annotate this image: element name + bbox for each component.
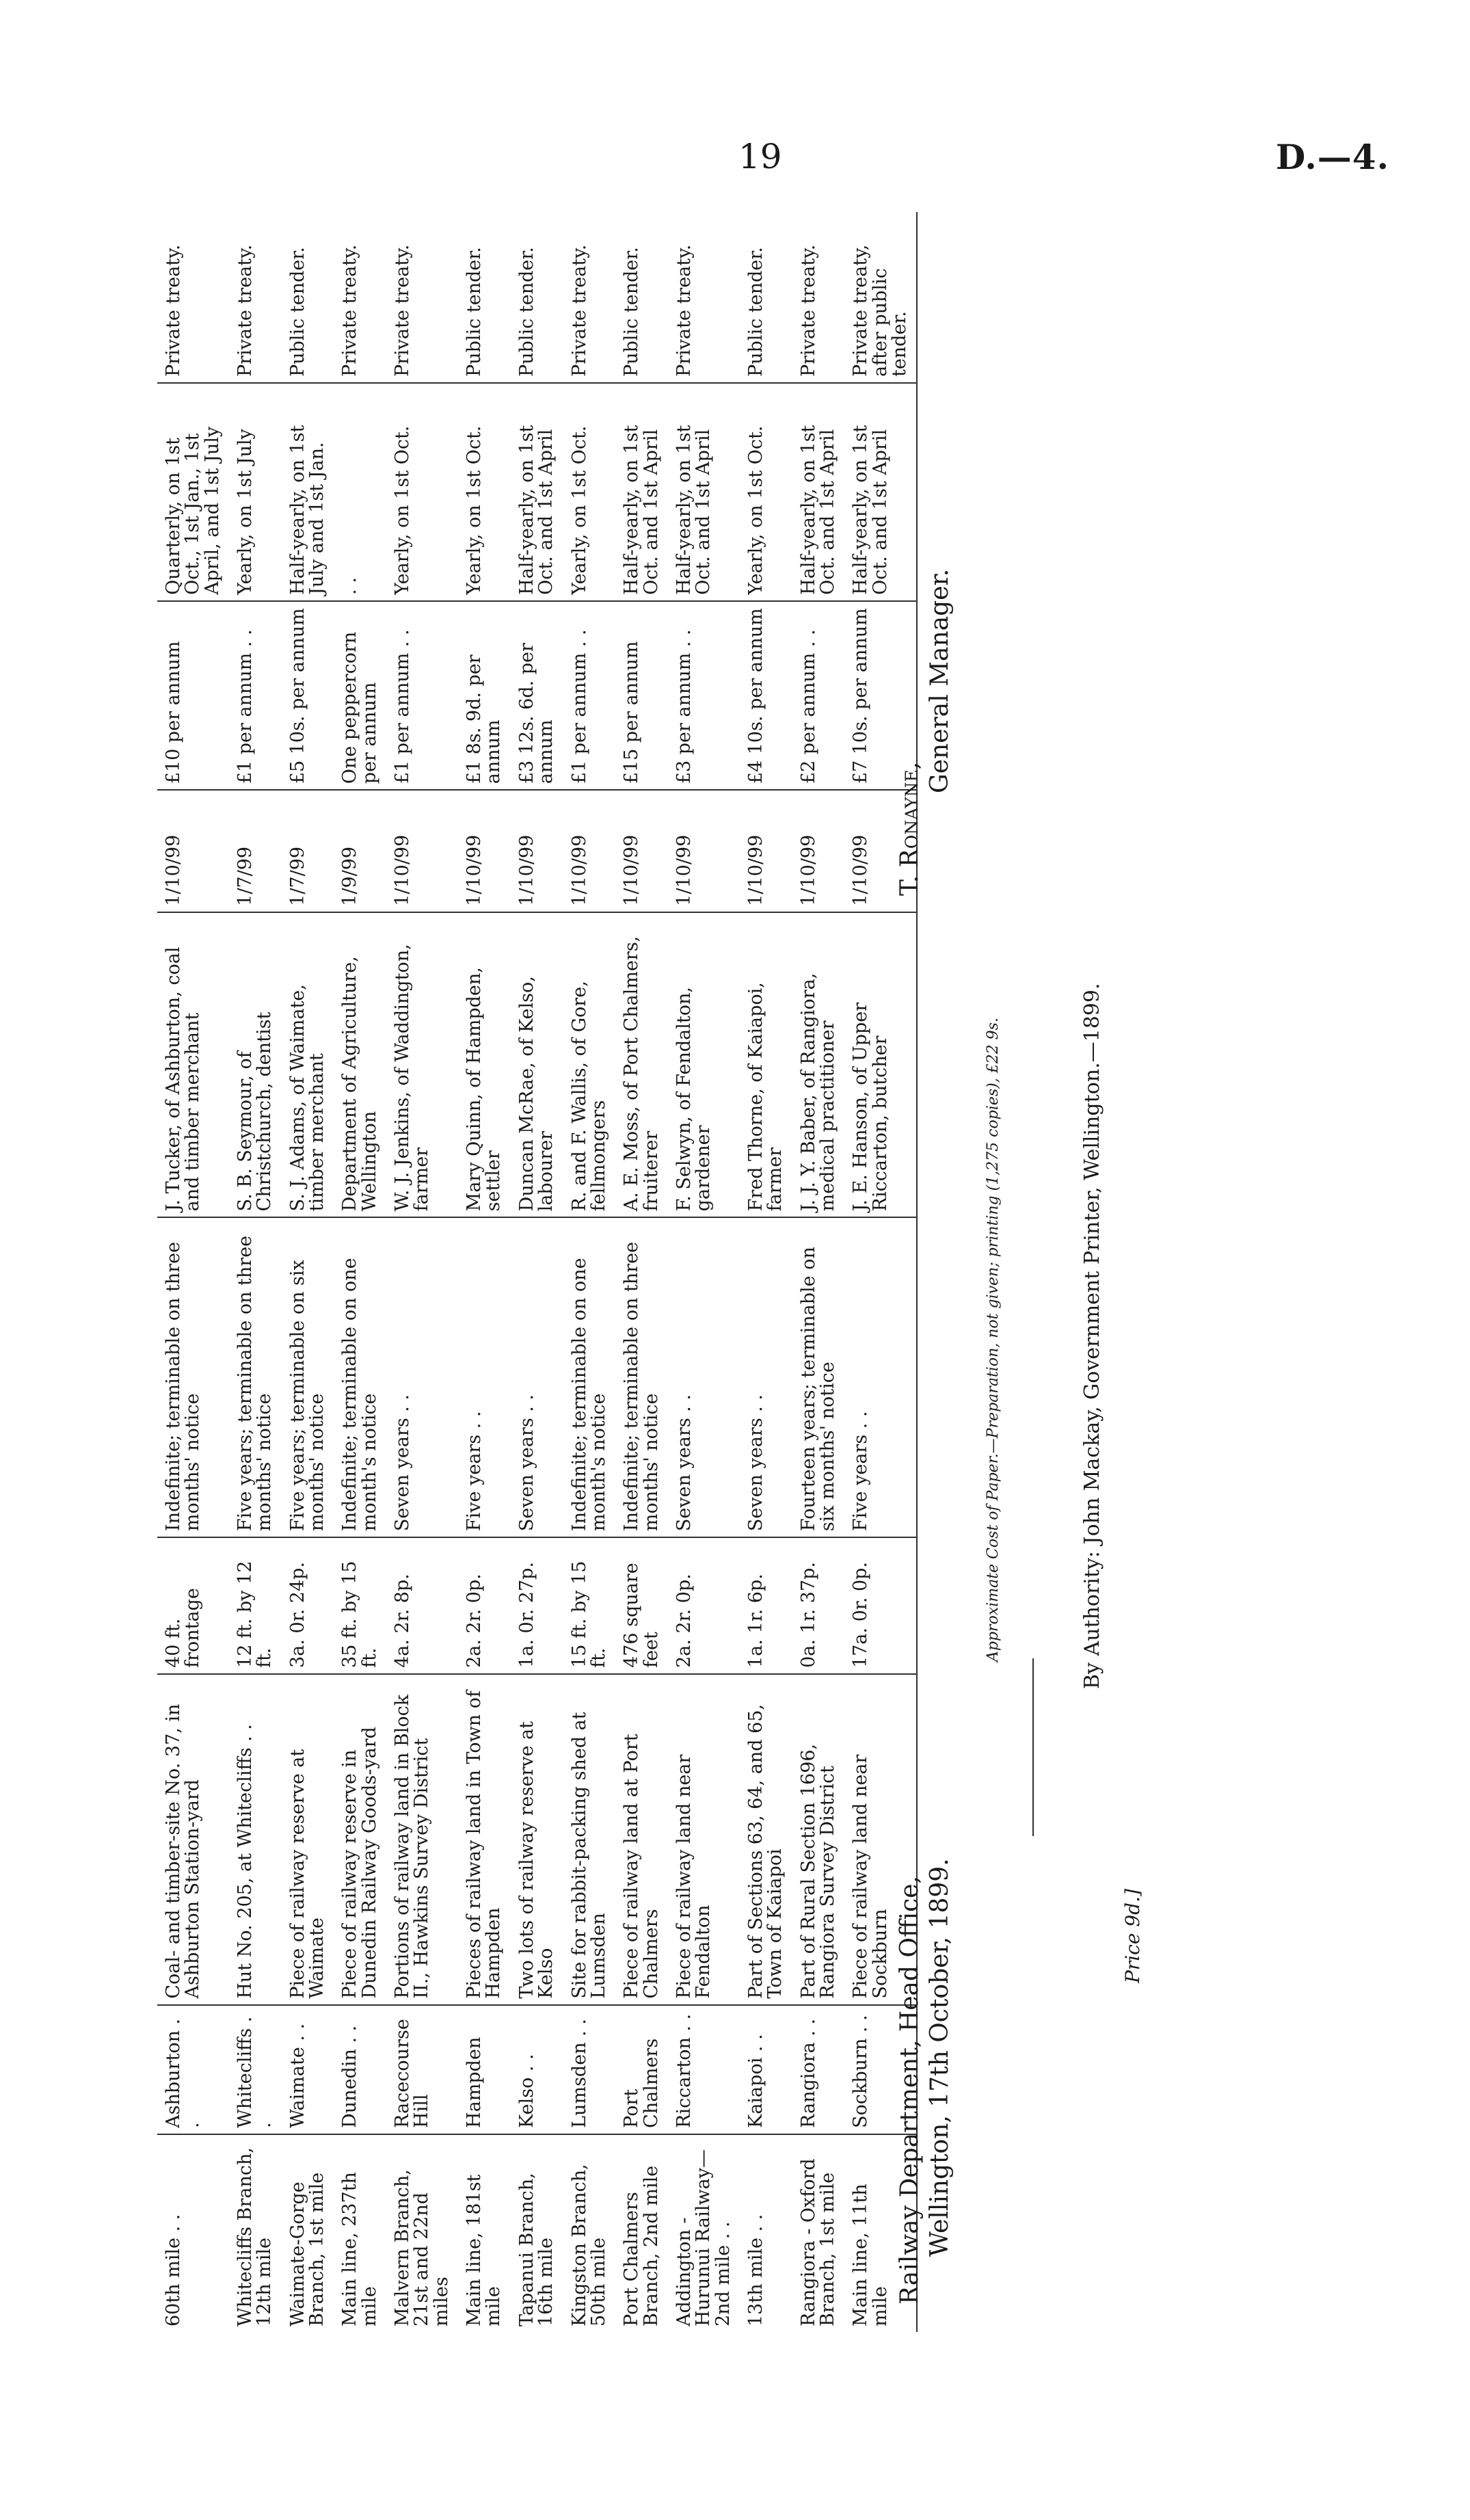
table-cell: Private treaty. — [386, 212, 458, 383]
table-cell: Lumsden . . — [563, 2005, 616, 2134]
table-body — [157, 212, 917, 2332]
table-cell: Fred Thorne, of Kaiapoi, farmer — [740, 912, 792, 1218]
table-cell: Piece of railway reserve at Waimate — [282, 1674, 334, 2005]
table-cell: Five years; terminable on six months' notice — [282, 1217, 334, 1537]
table-cell: 1a. 1r. 6p. — [740, 1537, 792, 1674]
table-cell: Five years; terminable on three months' notice — [229, 1217, 282, 1537]
table-cell: 1/9/99 — [334, 790, 386, 912]
table-cell: 1/10/99 — [740, 790, 792, 912]
table-cell: Indefinite; terminable on one month's notice — [334, 1217, 386, 1537]
table-cell: £10 per annum — [157, 601, 229, 790]
department-line-2: Wellington, 17th October, 1899. — [926, 1858, 954, 2257]
table-cell: Private treaty. — [668, 212, 740, 383]
table-cell: . . — [334, 383, 386, 601]
table-cell: Public tender. — [511, 212, 563, 383]
table-cell: Sockburn . . — [844, 2005, 917, 2134]
table-cell: 1/10/99 — [615, 790, 668, 912]
table-cell: A. E. Moss, of Port Chalmers, fruiterer — [615, 912, 668, 1218]
table-cell: F. Selwyn, of Fendalton, gardener — [668, 912, 740, 1218]
table-cell: £3 per annum . . — [668, 601, 740, 790]
table-cell: Site for rabbit-packing shed at Lumsden — [563, 1674, 616, 2005]
table-cell: Seven years . . — [740, 1217, 792, 1537]
table-cell: Department of Agriculture, Wellington — [334, 912, 386, 1218]
table-cell: Indefinite; terminable on three months' notice — [157, 1217, 229, 1537]
table-cell: Whitecliffs . . — [229, 2005, 282, 2134]
table-row — [386, 212, 458, 2332]
table-cell: Half-yearly, on 1st Oct. and 1st April — [844, 383, 917, 601]
table-cell: Public tender. — [740, 212, 792, 383]
signatory-title: General Manager. — [926, 568, 954, 793]
table-cell: 12 ft. by 12 ft. — [229, 1537, 282, 1674]
table-row — [511, 212, 563, 2332]
table-cell: Addington - Hurunui Railway— 2nd mile . . — [673, 2149, 734, 2326]
lease-table — [157, 212, 918, 2332]
rotated-footer-block — [882, 212, 1101, 2332]
table-cell: Coal- and timber-site No. 37, in Ashburton Station-yard — [157, 1674, 229, 2005]
table-cell: 476 square feet — [615, 1537, 668, 1674]
table-cell: Duncan McRae, of Kelso, labourer — [511, 912, 563, 1218]
table-cell: 1/10/99 — [792, 790, 845, 912]
table-cell: £4 10s. per annum — [740, 601, 792, 790]
table-cell: One peppercorn per annum — [334, 601, 386, 790]
table-cell: £15 per annum — [615, 601, 668, 790]
table-cell: Kingston Branch, 50th mile — [568, 2164, 609, 2326]
table-cell: Dunedin . . — [334, 2005, 386, 2134]
table-row — [458, 212, 511, 2332]
table-row — [229, 212, 282, 2332]
table-cell: J. E. Hanson, of Upper Riccarton, butcher — [844, 912, 917, 1218]
table-cell: Half-yearly, on 1st July and 1st Jan. — [282, 383, 334, 601]
table-cell: £5 10s. per annum — [282, 601, 334, 790]
table-cell: 1/10/99 — [386, 790, 458, 912]
table-row — [668, 212, 740, 2332]
table-cell: Private treaty. — [334, 212, 386, 383]
table-cell: 2a. 2r. 0p. — [458, 1537, 511, 1674]
price-note: Price 9d.] — [1121, 1889, 1144, 1983]
table-cell: Private treaty. — [157, 212, 229, 383]
table-cell: R. and F. Wallis, of Gore, fellmongers — [563, 912, 616, 1218]
table-cell: J. J. Y. Baber, of Rangiora, medical practitioner — [792, 912, 845, 1218]
table-cell: £1 per annum . . — [386, 601, 458, 790]
table-cell: Main line, 237th mile — [339, 2172, 380, 2326]
table-cell: £3 12s. 6d. per annum — [511, 601, 563, 790]
table-row — [740, 212, 792, 2332]
table-cell: S. J. Adams, of Waimate, timber merchant — [282, 912, 334, 1218]
table-cell: Waimate-Gorge Branch, 1st mile — [286, 2172, 328, 2326]
table-cell: Private treaty. — [563, 212, 616, 383]
table-cell: 60th mile . . — [163, 2214, 184, 2326]
table-cell: Portions of railway land in Block II., Hawkins Survey District — [386, 1674, 458, 2005]
table-cell: Rangiora - Oxford Branch, 1st mile — [797, 2158, 838, 2326]
table-cell: Hampden — [458, 2005, 511, 2134]
table-cell: Quarterly, on 1st Oct., 1st Jan., 1st April, and 1st July — [157, 383, 229, 601]
table-cell: £7 10s. per annum — [844, 601, 917, 790]
table-cell: Tapanui Branch, 16th mile — [516, 2173, 557, 2326]
table-row — [282, 212, 334, 2332]
table-cell: Seven years . . — [511, 1217, 563, 1537]
table-cell: Seven years . . — [386, 1217, 458, 1537]
table-cell: Main line, 181st mile — [464, 2174, 505, 2326]
table-cell: Yearly, on 1st July — [229, 383, 282, 601]
signatory-name: T. Ronayne, — [896, 761, 924, 896]
table-cell: Fourteen years; terminable on six months' notice — [792, 1217, 845, 1537]
table-row — [563, 212, 616, 2332]
table-cell: Half-yearly, on 1st Oct. and 1st April — [511, 383, 563, 601]
table-cell: Five years . . — [844, 1217, 917, 1537]
table-cell: 0a. 1r. 37p. — [792, 1537, 845, 1674]
table-cell: 1/10/99 — [157, 790, 229, 912]
document-code: D.—4. — [1275, 137, 1389, 177]
table-cell: Yearly, on 1st Oct. — [563, 383, 616, 601]
table-cell: Private treaty, after public tender. — [844, 212, 917, 383]
table-cell: Yearly, on 1st Oct. — [458, 383, 511, 601]
table-cell: Whitecliffs Branch, 12th mile — [235, 2147, 276, 2326]
table-cell: Indefinite; terminable on three months' notice — [615, 1217, 668, 1537]
table-cell: Public tender. — [282, 212, 334, 383]
table-cell: Hut No. 205, at Whitecliffs . . — [229, 1674, 282, 2005]
table-cell: Port Chalmers Branch, 2nd mile — [621, 2165, 662, 2326]
table-cell: £1 8s. 9d. per annum — [458, 601, 511, 790]
table-row — [792, 212, 845, 2332]
table-cell: 15 ft. by 15 ft. — [563, 1537, 616, 1674]
table-cell: Half-yearly, on 1st Oct. and 1st April — [615, 383, 668, 601]
table-cell: Private treaty. — [792, 212, 845, 383]
authority-line: By Authority: John Mackay, Government Printer, Wellington.—1899. — [1080, 983, 1104, 1689]
table-cell: Ashburton . . — [157, 2005, 229, 2134]
table-cell: Piece of railway land near Sockburn — [844, 1674, 917, 2005]
table-cell: Pieces of railway land in Town of Hampden — [458, 1674, 511, 2005]
table-cell: 2a. 2r. 0p. — [668, 1537, 740, 1674]
table-cell: Malvern Branch, 21st and 22nd miles — [392, 2169, 452, 2326]
table-row — [157, 212, 229, 2332]
table-cell: Part of Rural Section 1696, Rangiora Survey District — [792, 1674, 845, 2005]
table-cell: 35 ft. by 15 ft. — [334, 1537, 386, 1674]
table-cell: 1/10/99 — [511, 790, 563, 912]
table-cell: Yearly, on 1st Oct. — [740, 383, 792, 601]
table-cell: 1/10/99 — [844, 790, 917, 912]
table-cell: 17a. 0r. 0p. — [844, 1537, 917, 1674]
table-cell: Kaiapoi . . — [740, 2005, 792, 2134]
table-cell: £1 per annum . . — [229, 601, 282, 790]
table-cell: S. B. Seymour, of Christchurch, dentist — [229, 912, 282, 1218]
table-cell: Public tender. — [458, 212, 511, 383]
table-cell: Racecourse Hill — [386, 2005, 458, 2134]
table-cell: Riccarton . . — [668, 2005, 740, 2134]
table-cell: 1/10/99 — [668, 790, 740, 912]
table-cell: 13th mile . . — [745, 2214, 766, 2326]
table-cell: Rangiora . . — [792, 2005, 845, 2134]
table-cell: Seven years . . — [668, 1217, 740, 1537]
table-cell: Public tender. — [615, 212, 668, 383]
table-cell: Piece of railway reserve in Dunedin Railway Goods-yard — [334, 1674, 386, 2005]
table-cell: Indefinite; terminable on one month's notice — [563, 1217, 616, 1537]
table-cell: Main line, 11th mile — [844, 2134, 917, 2332]
table-cell: 1a. 0r. 27p. — [511, 1537, 563, 1674]
table-cell: 4a. 2r. 8p. — [386, 1537, 458, 1674]
table-cell: Piece of railway land at Port Chalmers — [615, 1674, 668, 2005]
table-cell: Yearly, on 1st Oct. — [386, 383, 458, 601]
table-cell: Part of Sections 63, 64, and 65, Town of Kaiapoi — [740, 1674, 792, 2005]
table-cell: £1 per annum . . — [563, 601, 616, 790]
table-cell: Private treaty. — [229, 212, 282, 383]
page-number: 19 — [738, 137, 782, 176]
table-cell: 40 ft. frontage — [157, 1537, 229, 1674]
table-row — [334, 212, 386, 2332]
table-cell: 1/10/99 — [563, 790, 616, 912]
table-cell: 1/7/99 — [229, 790, 282, 912]
table-cell: Kelso . . — [511, 2005, 563, 2134]
table-cell: W. J. Jenkins, of Waddington, farmer — [386, 912, 458, 1218]
table-cell: £2 per annum . . — [792, 601, 845, 790]
table-cell: 1/7/99 — [282, 790, 334, 912]
table-cell: Piece of railway land near Fendalton — [668, 1674, 740, 2005]
table-cell: Five years . . — [458, 1217, 511, 1537]
table-cell: Mary Quinn, of Hampden, settler — [458, 912, 511, 1218]
table-cell: 1/10/99 — [458, 790, 511, 912]
table-cell: Waimate . . — [282, 2005, 334, 2134]
table-cell: 3a. 0r. 24p. — [282, 1537, 334, 1674]
department-line-1: Railway Department, Head Office, — [896, 1876, 924, 2305]
table-cell: J. Tucker, of Ashburton, coal and timber merchant — [157, 912, 229, 1218]
table-row — [615, 212, 668, 2332]
table-cell: Two lots of railway reserve at Kelso — [511, 1674, 563, 2005]
table-cell: Half-yearly, on 1st Oct. and 1st April — [668, 383, 740, 601]
table-cell: Port Chalmers — [615, 2005, 668, 2134]
cost-note: Approximate Cost of Paper.—Preparation, not given; printing (1,275 copies), £22 9s. — [985, 1018, 1002, 1662]
table-cell: Half-yearly, on 1st Oct. and 1st April — [792, 383, 845, 601]
